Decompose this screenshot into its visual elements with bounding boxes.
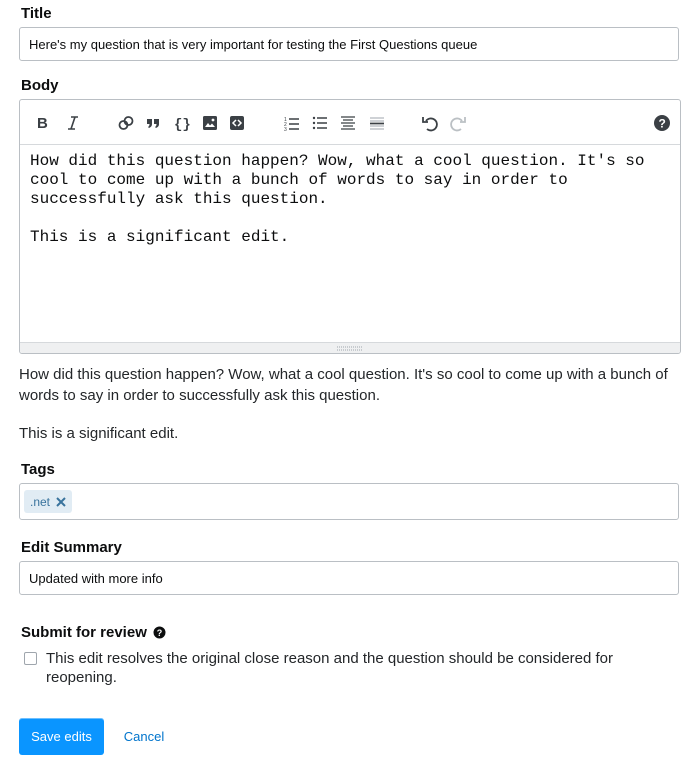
- review-label: Submit for review: [21, 624, 147, 641]
- help-icon[interactable]: [153, 626, 166, 639]
- svg-text:1: 1: [284, 117, 287, 123]
- heading-icon[interactable]: [336, 111, 360, 135]
- tags-label: Tags: [21, 461, 55, 478]
- reopen-checkbox-label[interactable]: This edit resolves the original close reason and the question should be considered for reopening.: [46, 650, 614, 686]
- body-label: Body: [21, 77, 59, 94]
- undo-icon[interactable]: [418, 111, 442, 135]
- bulleted-list-icon[interactable]: [308, 111, 332, 135]
- image-icon[interactable]: [198, 111, 222, 135]
- svg-text:{}: {}: [174, 117, 191, 131]
- reopen-checkbox[interactable]: [24, 652, 37, 665]
- tags-input[interactable]: [19, 483, 679, 520]
- title-input[interactable]: [19, 27, 679, 61]
- preview-paragraph-2: This is a significant edit.: [19, 425, 179, 442]
- editor-toolbar: [20, 100, 680, 145]
- italic-icon[interactable]: [61, 111, 85, 135]
- svg-text:3: 3: [284, 127, 287, 131]
- horizontal-rule-icon[interactable]: [365, 111, 389, 135]
- edit-summary-input[interactable]: [19, 561, 679, 595]
- title-input-value: Here's my question that is very important for testing the First Questions queue: [29, 36, 478, 52]
- edit-summary-label: Edit Summary: [21, 539, 122, 556]
- cancel-button[interactable]: Cancel: [123, 729, 165, 744]
- svg-text:2: 2: [284, 122, 287, 128]
- link-icon[interactable]: [114, 111, 138, 135]
- code-icon[interactable]: [170, 111, 194, 135]
- close-icon[interactable]: [56, 497, 66, 507]
- body-textarea[interactable]: How did this question happen? Wow, what a cool question. It's so cool to come up with a bunch of words to say in order to successfully ask this question. This is a significant edit.: [30, 152, 645, 246]
- body-editor[interactable]: [19, 99, 681, 354]
- edit-summary-value: Updated with more info: [29, 570, 163, 586]
- help-icon[interactable]: [650, 111, 674, 135]
- bold-icon[interactable]: [30, 111, 54, 135]
- svg-text:?: ?: [156, 628, 163, 638]
- snippet-icon[interactable]: [225, 111, 249, 135]
- review-heading: [21, 624, 166, 641]
- title-label: Title: [21, 5, 52, 22]
- tag-net[interactable]: [24, 490, 72, 513]
- blockquote-icon[interactable]: [141, 111, 165, 135]
- save-edits-button[interactable]: Save edits: [19, 718, 104, 755]
- svg-text:B: B: [37, 115, 48, 131]
- numbered-list-icon[interactable]: [280, 111, 304, 135]
- preview-paragraph-1: How did this question happen? Wow, what a cool question. It's so cool to come up with a bunch of words to say in order to successfully ask this question.: [19, 366, 668, 404]
- tag-label: .net: [30, 494, 51, 509]
- resize-grip[interactable]: [20, 342, 680, 353]
- svg-text:?: ?: [658, 116, 666, 131]
- redo-icon[interactable]: [446, 111, 470, 135]
